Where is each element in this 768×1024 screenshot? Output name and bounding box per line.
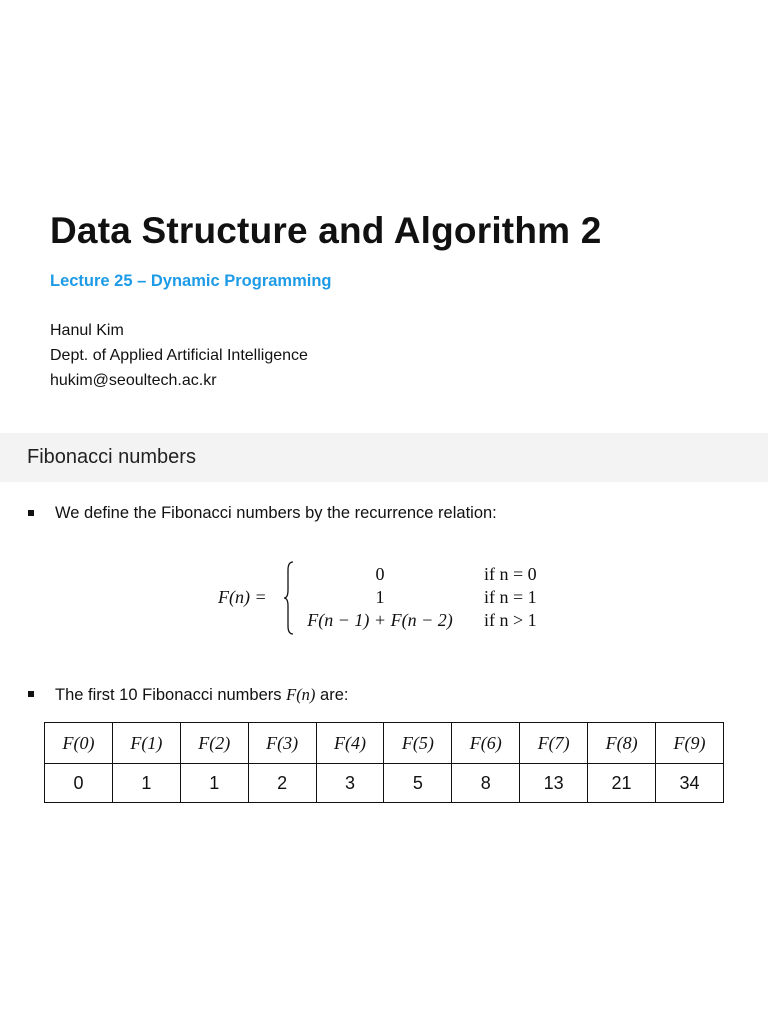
table-header-row	[45, 723, 724, 764]
table-header-cell: F(3)	[248, 723, 316, 764]
case-value: 1	[375, 587, 385, 607]
table-row	[45, 764, 724, 803]
bullet-math: F(n)	[286, 685, 316, 704]
case-condition: if n = 1	[484, 587, 537, 607]
table-cell: 34	[656, 764, 724, 803]
table-cell: 21	[588, 764, 656, 803]
bullet-text-prefix: The first 10 Fibonacci numbers	[55, 686, 282, 704]
table-header-cell: F(6)	[452, 723, 520, 764]
bullet-text-suffix: are:	[320, 686, 349, 704]
table-cell: 0	[45, 764, 113, 803]
case-value: F(n − 1) + F(n − 2)	[307, 610, 453, 630]
case-row	[294, 564, 554, 586]
formula-lhs: F(n) =	[218, 587, 267, 607]
course-title: Data Structure and Algorithm 2	[50, 210, 602, 251]
recurrence-formula	[218, 560, 558, 636]
bullet-square-icon	[28, 510, 34, 516]
bullet-text: We define the Fibonacci numbers by the recurrence relation:	[55, 504, 497, 522]
table-cell: 13	[520, 764, 588, 803]
section-title: Fibonacci numbers	[27, 446, 196, 468]
table-cell: 8	[452, 764, 520, 803]
case-condition: if n = 0	[484, 564, 537, 584]
table-header-cell: F(0)	[45, 723, 113, 764]
author-name: Hanul Kim	[50, 322, 124, 339]
lecture-subtitle: Lecture 25 – Dynamic Programming	[50, 272, 332, 290]
table-header-cell: F(9)	[656, 723, 724, 764]
table-header-cell: F(7)	[520, 723, 588, 764]
left-brace-icon	[284, 560, 294, 636]
fibonacci-table	[44, 722, 724, 803]
table-header-cell: F(1)	[112, 723, 180, 764]
table-header-cell: F(8)	[588, 723, 656, 764]
section-header	[0, 433, 768, 482]
case-condition: if n > 1	[484, 610, 537, 630]
table-header-cell: F(2)	[180, 723, 248, 764]
author-department: Dept. of Applied Artificial Intelligence	[50, 347, 308, 364]
author-block	[50, 318, 308, 393]
bullet-square-icon	[28, 691, 34, 697]
table-cell: 1	[180, 764, 248, 803]
case-value: 0	[375, 564, 385, 584]
case-row	[294, 587, 554, 609]
table-cell: 1	[112, 764, 180, 803]
bullet-text	[55, 685, 348, 705]
author-email: hukim@seoultech.ac.kr	[50, 372, 217, 389]
table-header-cell: F(5)	[384, 723, 452, 764]
table-cell: 5	[384, 764, 452, 803]
table-cell: 2	[248, 764, 316, 803]
table-header-cell: F(4)	[316, 723, 384, 764]
table-cell: 3	[316, 764, 384, 803]
case-row	[294, 610, 554, 632]
